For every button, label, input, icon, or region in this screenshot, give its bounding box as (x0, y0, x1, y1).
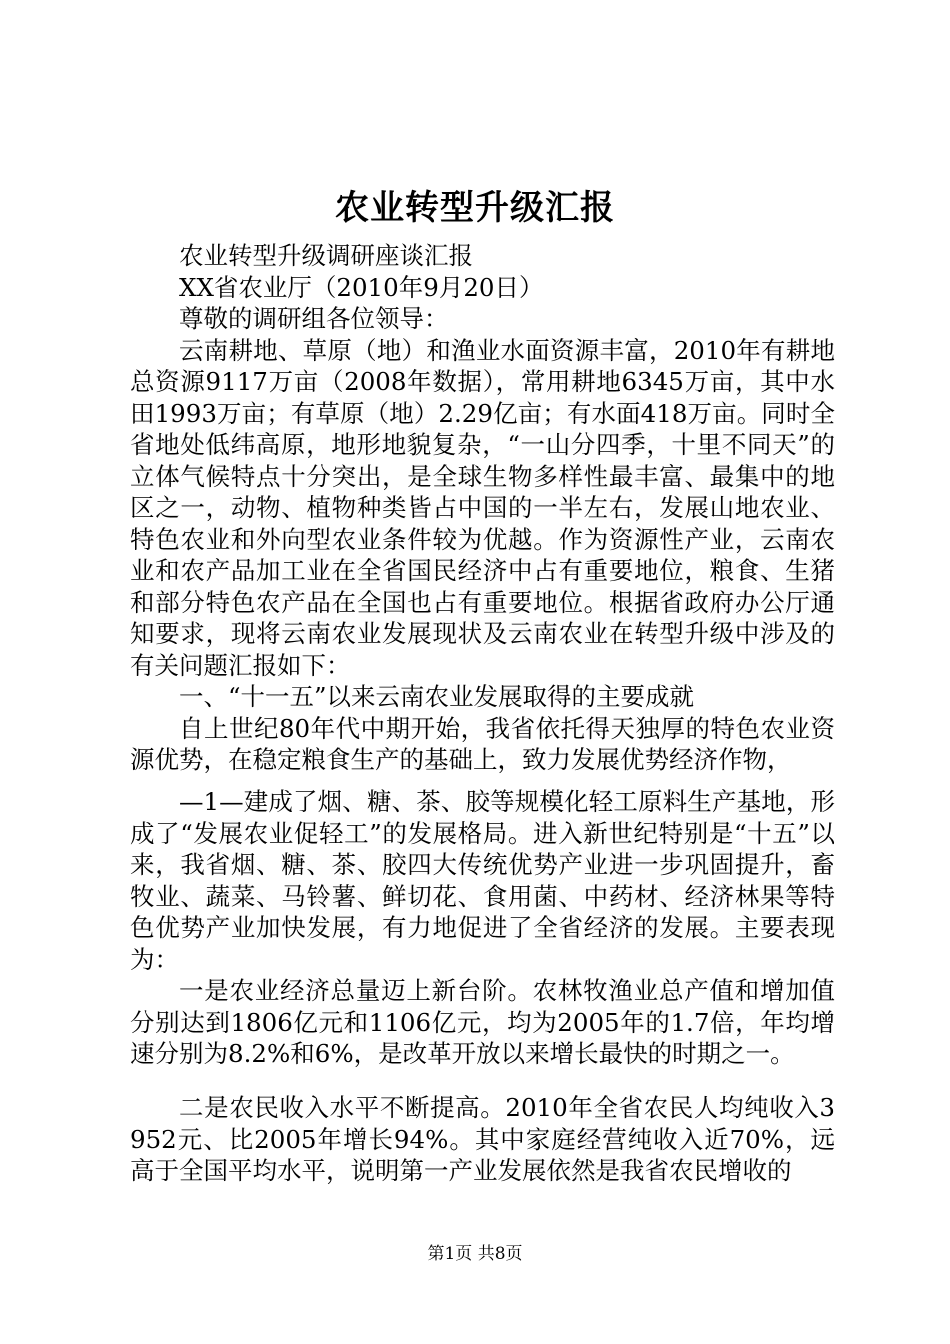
section-heading-1: 一、“十一五”以来云南农业发展取得的主要成就 (179, 682, 695, 711)
issuer-date-paragraph: XX省农业厅（2010年9月20日） (179, 272, 544, 302)
body-section-top (130, 240, 835, 776)
page-footer: 第1页 共8页 (427, 1244, 523, 1264)
history-paragraph: 自上世纪80年代中期开始，我省依托得天独厚的特色农业资源优势，在稳定粮食生产的基础上，致力发展优势经济作物， (130, 713, 835, 774)
economy-total-paragraph: 一是农业经济总量迈上新台阶。农林牧渔业总产值和增加值分别达到1806亿元和1106亿元，均为2005年的1.7倍，年均增速分别为8.2%和6%，是改革开放以来增长最快的时期之一。 (130, 976, 835, 1068)
document-title: 农业转型升级汇报 (335, 188, 615, 228)
body-section-middle (130, 786, 835, 1070)
body-section-bottom (130, 1092, 835, 1187)
farmer-income-paragraph: 二是农民收入水平不断提高。2010年全省农民人均纯收入3952元、比2005年增长94%。其中家庭经营纯收入近70%，远高于全国平均水平，说明第一产业发展依然是我省农民增收的 (130, 1093, 835, 1185)
resources-paragraph: 云南耕地、草原（地）和渔业水面资源丰富，2010年有耕地总资源9117万亩（2008年数据），常用耕地6345万亩，其中水田1993万亩；有草原（地）2.29亿亩；有水面418万亩。同时全省地处低纬高原，地形地貌复杂，“一山分四季，十里不同天”的立体气候特点十分突出，是全球生物多样性最丰富、最集中的地区之一，动物、植物种类皆占中国的一半左右，发展山地农业、特色农业和外向型农业条件较为优越。作为资源性产业，云南农业和农产品加工业在全省国民经济中占有重要地位，粮食、生猪和部分特色农产品在全国也占有重要地位。根据省政府办公厅通知要求，现将云南农业发展现状及云南农业在转型升级中涉及的有关问题汇报如下： (130, 335, 835, 680)
subtitle-paragraph: 农业转型升级调研座谈汇报 (179, 241, 473, 270)
industry-base-paragraph: —1—建成了烟、糖、茶、胶等规模化轻工原料生产基地，形成了“发展农业促轻工”的发展格局。进入新世纪特别是“十五”以来，我省烟、糖、茶、胶四大传统优势产业进一步巩固提升，畜牧业、蔬菜、马铃薯、鲜切花、食用菌、中药材、经济林果等特色优势产业加快发展，有力地促进了全省经济的发展。主要表现为： (130, 787, 835, 974)
salutation-paragraph: 尊敬的调研组各位领导： (179, 304, 449, 333)
